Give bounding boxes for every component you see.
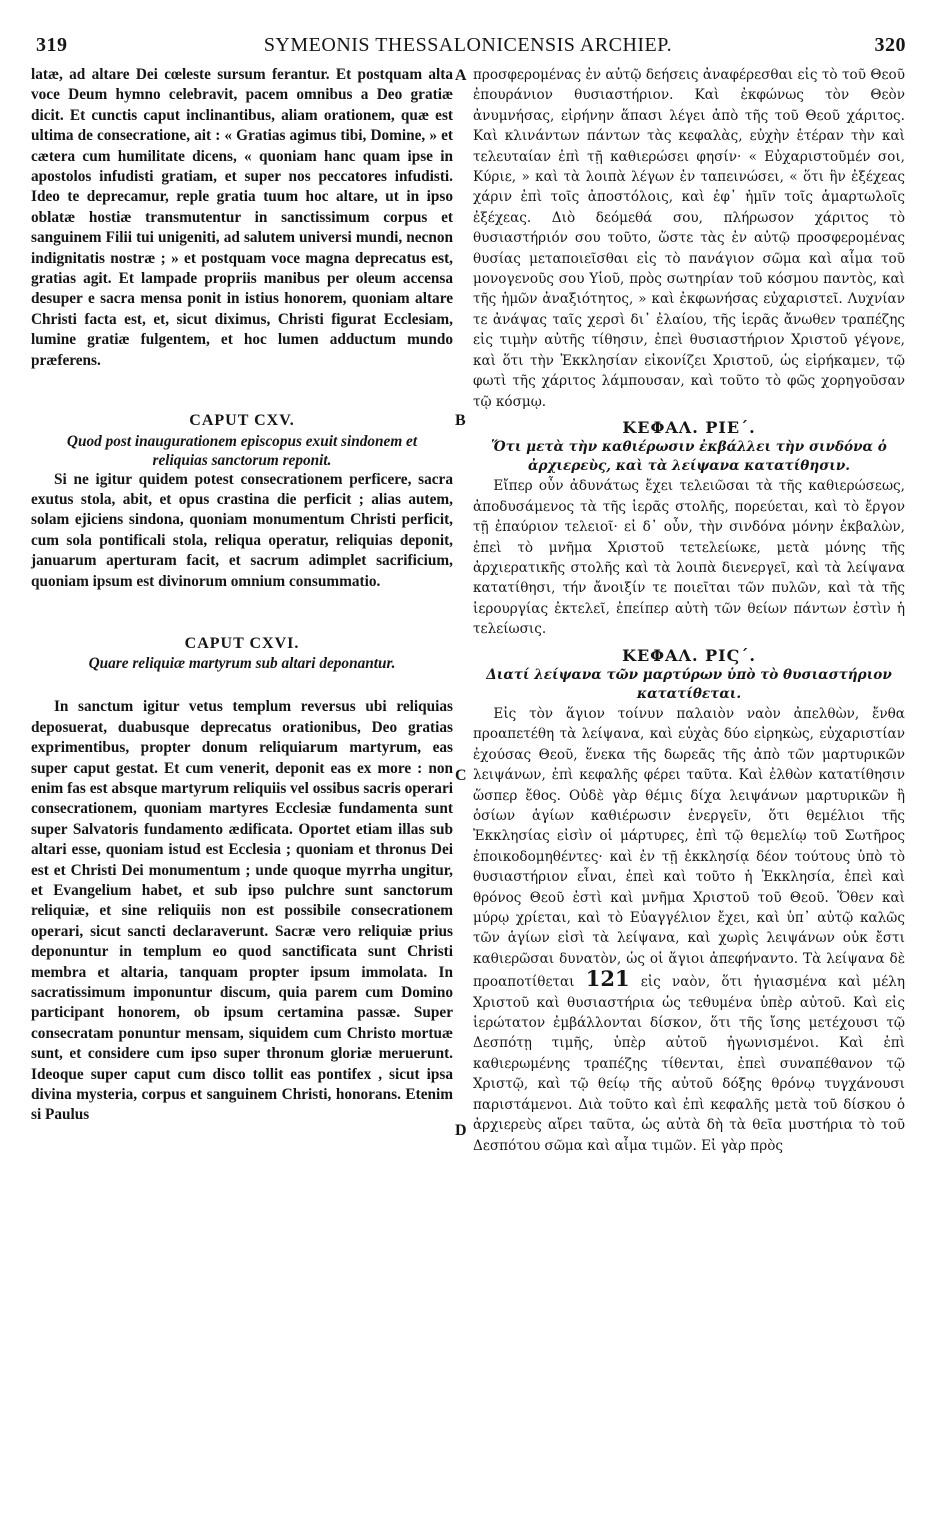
volume-page-number: 121 bbox=[585, 966, 630, 992]
margin-marker-a: A bbox=[455, 67, 467, 84]
page-number-left: 319 bbox=[36, 34, 68, 56]
chapter-heading-116-latin: CAPUT CXVI. bbox=[184, 634, 300, 652]
chapter-title-115-latin: Quod post inaugurationem episcopus exuit sindonem et reliquias sanctorum reponit. bbox=[66, 432, 418, 469]
chapter-text-116-latin: In sanctum igitur vetus templum reversus ubi reliquias deposuerat, duabusque deprecatus orationibus, Deo gratias exprimentibus, propter donum reliquiarum martyrum, eas super caput gestat. Et cum venerit, deponit eas ex more : non enim fas est absque martyrum reliquiis vel ossibus sacris operari consecrationem, quoniam martyres Ecclesiæ fundamenta sunt super Salvatoris fundamento ædificata. Oportet etiam illas sub altari esse, quoniam istud est Ecclesia ; quoniam et thronus Dei est et Christi Dei monumentum ; unde quoque myrrha ungitur, et Evangelium habet, et sub ipso pulchre sunt sanctorum reliquiæ, et sine reliquiis non est possibile consecrationem operari, sicut sancti declaraverunt. Sacræ vero reliquiæ prius deponuntur in templum eo quod sanctificata sunt Christi membra et altaria, tanquam propter ipsum immolata. In sacratissimum imponuntur discum, quia parem cum Domino participant honorem, ob ipsum certamina passæ. Super consecratam ponuntur mensam, siquidem cum Christo mortuæ sunt, et considere cum ipso super thronum gloriæ meruerunt. Ideoque super caput cum disco tollit eas pontifex , sicut ipsa divina mysteria, corpus et sanguinem Christi, honorans. Etenim si Paulus bbox=[31, 698, 453, 1124]
margin-marker-b: B bbox=[455, 412, 466, 429]
margin-marker-d: D bbox=[455, 1122, 467, 1139]
chapter-text-115-greek: Εἴπερ οὖν ἀδυνάτως ἔχει τελειῶσαι τὰ τῆς καθιερώσεως, ἀποδυσάμενος τὰ τῆς ἱερᾶς στολῆς, πορεύεται, καὶ τὸ ἔργον τῇ ἐπαύριον τελειοῖ· εἰ δ᾿ οὖν, τὴν σινδόνα μόνην ἐκβαλὼν, ἐπεὶ τὸ μνῆμα Χριστοῦ τετελείωκε, μετὰ μόνης τῆς ἀρχιερατικῆς στολῆς καὶ τὰ λοιπὰ διενεργεῖ, καὶ τὰ λείψανα κατατίθησι, τήν ἄνοιξίν τε ποιεῖται τῶν πυλῶν, καὶ τὰ τῆς ἱερουργίας ἐκτελεῖ, ἐπείπερ αὐτὴ τῶν θείων πάντων ἐστὶν ἡ τελείωσις. bbox=[473, 478, 905, 638]
chapter-heading-115-latin: CAPUT CXV. bbox=[189, 412, 295, 430]
chapter-text-115-latin: Si ne igitur quidem potest consecrationem perficere, sacra exutus stola, abit, et opus crastina die perficit ; alias autem, solam ejiciens sindona, quoniam monumentum Christi perficit, cum sola pontificali stola, reliqua operatur, reliquias deponit, januarum aperturam facit, et sacrum adimplet sacrificium, quoniam ipsum est divinorum omnium consummatio. bbox=[31, 470, 453, 590]
chapter-heading-116-greek: ΚΕΦΑΛ. ΡΙϚ΄. bbox=[622, 645, 756, 665]
running-header bbox=[30, 34, 906, 62]
chapter-text-116-greek bbox=[473, 704, 905, 1156]
chapter-title-116-latin: Quare reliquiæ martyrum sub altari deponantur. bbox=[88, 655, 396, 673]
chapter-text-116-greek-part1: Εἰς τὸν ἅγιον τοίνυν παλαιὸν ναὸν ἀπελθὼν, ἔνθα προαπετέθη τὰ λείψανα, καὶ εὐχὰς δύο εἰρηκὼς, εὐχαριστίαν ἐχούσας Θεοῦ, ἕνεκα τῆς δωρεᾶς τῆς ἀπὸ τῶν μαρτυρικῶν λειψάνων, ἐπὶ κεφαλῆς φέρει ταῦτα. Καὶ ἐλθὼν κατατίθησιν ὥσπερ ἔθος. Οὐδὲ γὰρ θέμις δίχα λειψάνων μαρτυρικῶν ἢ ὁσίων ἁγίων καθιέρωσιν ἐνεργεῖν, ὅτι θεμέλιοι τῆς Ἐκκλησίας εἰσὶν οἱ μάρτυρες, ἐπὶ τῷ θεμελίῳ τοῦ Σωτῆρος ἐποικοδομηθέντες· καὶ ἐν τῇ ἐκκλησίᾳ δέον τούτους ὑπὸ τὸ θυσιαστήριον εἶναι, ἐπεὶ καὶ τοῦτο ἡ Ἐκκλησία, ἐπεὶ καὶ θρόνος Θεοῦ ἐστὶ καὶ μνῆμα Χριστοῦ τοῦ Θεοῦ. Ὅθεν καὶ μύρῳ χρίεται, καὶ τὸ Εὐαγγέλιον ἔχει, καὶ ὑπ᾿ αὐτῷ καλῶς τῶν ἁγίων εἰσὶ τὰ λείψανα, καὶ χωρὶς λειψάνων οὐκ ἔστι καθιερῶσαι δυνατὸν, ὡς οἱ ἅγιοι ἀπεφήναντο. Τὰ λείψανα δὲ προαποτίθεται bbox=[473, 705, 905, 991]
latin-column bbox=[31, 65, 453, 1126]
chapter-title-116-greek: Διατί λείψανα τῶν μαρτύρων ὑπὸ τὸ θυσιαστήριον κατατίθεται. bbox=[486, 666, 892, 702]
chapter-title-115-greek: Ὅτι μετὰ τὴν καθιέρωσιν ἐκβάλλει τὴν σινδόνα ὁ ἀρχιερεὺς, καὶ τὰ λείψανα κατατίθησιν. bbox=[491, 439, 887, 475]
greek-intro-paragraph: προσφερομένας ἐν αὐτῷ δεήσεις ἀναφέρεσθαι εἰς τὸ τοῦ Θεοῦ ἐπουράνιον θυσιαστήριον. Καὶ ἐκφώνως τὸν Θεὸν ἀνυμνήσας, εἰρήνην ἅπασι λέγει ἀπὸ τῆς τοῦ Θεοῦ χάριτος. Καὶ κλινάντων πάντων τὰς κεφαλὰς, εὐχὴν ἑτέραν τὴν καὶ τελευταίαν ἐπὶ τῇ καθιερώσει φησίν· « Εὐχαριστοῦμέν σοι, Κύριε, » καὶ τὰ λοιπὰ λέγων ἐν ταπεινώσει, « ὅτι ἣν ἐξέχεας χάριν ἐπὶ τοῖς ἀποστόλοις, καὶ ἐφ᾿ ἡμῖν τοῖς ἁμαρτωλοῖς ἐξέχεας. Διὸ δεόμεθά σου, πλήρωσον χάριτος τὸ θυσιαστήριόν σου τοῦτο, ὥστε τὰς ἐν αὐτῷ προσφερομένας θυσίας μεταποιεῖσθαι εἰς τὸ πανάγιον σῶμα καὶ αἷμα τοῦ μονογενοῦς σου Υἱοῦ, πρὸς σωτηρίαν τοῦ κόσμου παντὸς, καὶ τῆς ἡμῶν ἀναξιότητος, » καὶ ἐκφωνήσας εὐχαριστεῖ. Λυχνίαν τε ἀνάψας ταῖς χερσὶ δι᾿ ἐλαίου, τῆς ἱερᾶς ἄνωθεν τραπέζης εἰς τιμὴν αὐτῆς τίθησιν, ἐπεὶ θυσιαστήριον Χριστοῦ γέγονε, καὶ ὅτι τὴν Ἐκκλησίαν εἰκονίζει Χριστοῦ, ὡς εἰρήκαμεν, τῷ φωτὶ τῆς χάριτος λάμπουσαν, καὶ τοῦτο τὸ φῶς χορηγοῦσαν τῷ κόσμῳ. bbox=[473, 67, 905, 410]
running-title: SYMEONIS THESSALONICENSIS ARCHIEP. bbox=[263, 34, 673, 56]
page-number-right: 320 bbox=[874, 34, 906, 56]
margin-marker-c: C bbox=[455, 767, 467, 784]
chapter-heading-115-greek: ΚΕΦΑΛ. ΡΙΕ΄. bbox=[622, 417, 756, 437]
chapter-text-116-greek-part2: εἰς ναὸν, ὅτι ἡγιασμένα καὶ μέλη Χριστοῦ καὶ θυσιαστήρια ὡς τεθυμένα ὑπὲρ αὐτοῦ. Καὶ εἰς ἱερώτατον ἐμβάλλονται δίσκον, ὅτι τῆς ἴσης μετέχουσι τῷ Δεσπότῃ τιμῆς, ὑπὲρ αὐτοῦ ἠγωνισμένοι. Καὶ ἐπὶ καθιερωμένης τραπέζης τίθενται, ἐπεὶ συναπέθανον τῷ Χριστῷ, καὶ τῷ θείῳ τῆς αὐτοῦ δόξης θρόνῳ τυγχάνουσι παριστάμενοι. Διὰ τοῦτο καὶ ἐπὶ κεφαλῆς μετὰ τοῦ δίσκου ὁ ἀρχιερεὺς αἴρει ταῦτα, ὡς αὐτὰ δὴ τὰ θεῖα μυστήρια τὸ τοῦ Δεσπότου σῶμα καὶ αἷμα τιμῶν. Εἰ γὰρ πρὸς bbox=[473, 974, 905, 1154]
greek-column bbox=[473, 65, 905, 1156]
latin-intro-paragraph: latæ, ad altare Dei cœleste sursum ferantur. Et postquam alta voce Deum hymno celebravit, pacem omnibus a Deo gratiæ dicit. Et cunctis caput inclinantibus, aliam orationem, quæ est ultima de consecratione, ait : « Gratias agimus tibi, Domine, » et cætera cum humilitate dicens, « quoniam hanc quam ipse in apostolos infudisti gratiam, et super nos peccatores infudisti. Ideo te deprecamur, reple gratia tuum hoc altare, ut in ipso oblatæ hostiæ transmutentur in sanctissimum corpus et sanguinem Filii tui unigeniti, ad salutem universi mundi, necnon indignitatis nostræ ; » et postquam voce magna deprecatus est, gratias agit. Et lampade propriis manibus per oleum accensa desuper e sacra mensa ponit in istius honorem, quoniam altare Christi facta est, et, sicut diximus, Christi figurat Ecclesiam, lumine gratiæ fulgentem, et hoc lumen adductum mundo præferens. bbox=[31, 66, 453, 369]
